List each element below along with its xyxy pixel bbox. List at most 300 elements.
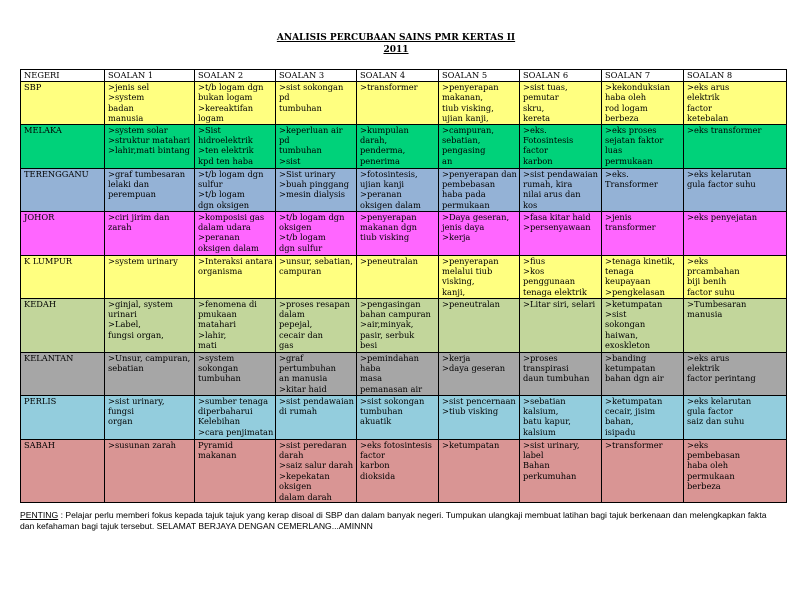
topic-cell: [195, 255, 276, 298]
topic-cell: [520, 124, 602, 168]
topic-line: nilai arus dan: [523, 189, 581, 200]
topic-cell: [520, 82, 602, 125]
topic-line: >eks.: [523, 124, 547, 135]
topic-line: factor: [523, 145, 548, 156]
topic-cell: [195, 82, 276, 125]
topic-line: tiub visking: [360, 232, 410, 243]
topic-line: bukan logam: [198, 92, 253, 103]
topic-line: >kekonduksian: [605, 82, 671, 92]
topic-line: Bahan: [523, 460, 550, 471]
topic-cell: [684, 211, 787, 255]
topic-cell: [105, 352, 195, 395]
topic-line: >eks kelarutan: [687, 395, 752, 406]
state-cell: PERLIS: [21, 395, 105, 439]
topic-cell: [105, 124, 195, 168]
topic-line: kpd ten haba: [198, 155, 254, 166]
topic-line: oksigen: [279, 481, 312, 492]
topic-line: >sist: [605, 309, 627, 320]
column-header: SOALAN 2: [195, 70, 276, 82]
topic-line: >sist pendawaian: [279, 395, 354, 406]
topic-line: manusia: [108, 113, 144, 124]
topic-line: prcambahan: [687, 266, 740, 277]
topic-cell: [602, 255, 684, 298]
topic-line: >transformer: [360, 82, 418, 92]
topic-line: sebatian: [108, 363, 144, 374]
topic-line: sejatan faktor: [605, 135, 664, 146]
topic-cell: [602, 168, 684, 211]
topic-line: >campuran,: [442, 124, 494, 135]
topic-line: >kerja: [442, 352, 471, 363]
topic-line: >eks transformer: [687, 124, 762, 135]
topic-cell: [276, 439, 357, 502]
topic-line: >sist peredaran: [279, 439, 347, 450]
topic-line: makanan,: [442, 92, 484, 103]
topic-line: skru,: [523, 102, 545, 113]
topic-line: tenaga elektrik: [523, 286, 587, 297]
topic-line: rod logam: [605, 102, 648, 113]
topic-line: berbeza: [605, 113, 639, 124]
topic-cell: [357, 395, 439, 439]
topic-cell: [602, 395, 684, 439]
topic-line: >eks fotosintesis: [360, 439, 432, 450]
table-body: [21, 82, 787, 503]
topic-cell: [439, 352, 520, 395]
topic-line: Kelebihan: [198, 416, 241, 427]
topic-line: >sist sokongan: [279, 82, 344, 92]
table-row: [21, 168, 787, 211]
topic-line: >Unsur, campuran,: [108, 352, 191, 363]
state-cell: JOHOR: [21, 211, 105, 255]
topic-line: haba oleh: [687, 460, 729, 471]
topic-line: >fius: [523, 255, 546, 266]
topic-line: oksigen dalam: [198, 242, 259, 253]
page-title: ANALISIS PERCUBAAN SAINS PMR KERTAS II: [276, 33, 516, 43]
topic-line: >proses: [523, 352, 558, 363]
topic-line: tenaga: [605, 266, 634, 277]
topic-line: permukaan: [687, 470, 735, 481]
topic-line: >kitar haid: [279, 383, 327, 394]
topic-line: perkumuhan: [523, 470, 577, 481]
topic-line: >Tumbesaran: [687, 298, 747, 309]
topic-line: >system: [198, 352, 235, 363]
topic-line: akuatik: [360, 416, 392, 427]
topic-line: diperbaharui: [198, 406, 253, 417]
table-row: [21, 124, 787, 168]
topic-line: batu kapur,: [523, 416, 571, 427]
table-row: [21, 82, 787, 125]
topic-line: >sist: [279, 155, 301, 166]
topic-line: >susunan zarah: [108, 439, 176, 450]
topic-line: pemutar: [523, 92, 559, 103]
topic-line: fungsi organ,: [108, 329, 164, 340]
topic-line: >kumpulan: [360, 124, 409, 135]
topic-line: >persenyawaan: [523, 222, 591, 233]
topic-line: >Litar siri, selari: [523, 298, 596, 309]
topic-line: >sebatian: [523, 395, 566, 406]
state-cell: SBP: [21, 82, 105, 125]
topic-line: kalsium: [523, 426, 556, 437]
topic-line: kereta: [523, 113, 551, 124]
topic-cell: [195, 168, 276, 211]
topic-cell: [276, 82, 357, 125]
topic-cell: [684, 168, 787, 211]
topic-cell: [105, 211, 195, 255]
topic-cell: [105, 168, 195, 211]
topic-line: >system solar: [108, 124, 168, 135]
column-header: SOALAN 4: [357, 70, 439, 82]
topic-line: >tenaga kinetik,: [605, 255, 675, 266]
topic-line: >kerja: [442, 232, 471, 243]
topic-cell: [520, 211, 602, 255]
topic-cell: [195, 298, 276, 352]
topic-cell: [602, 439, 684, 502]
topic-line: badan: [108, 102, 134, 113]
topic-line: rumah, kira: [523, 179, 573, 190]
topic-line: >eks: [687, 255, 709, 266]
topic-line: transformer: [605, 222, 656, 233]
topic-line: haba oleh: [605, 92, 647, 103]
header-row: [21, 70, 787, 82]
topic-line: permukaan: [605, 155, 653, 166]
topic-line: gula factor: [687, 406, 733, 417]
table-row: [21, 439, 787, 502]
topic-cell: [439, 168, 520, 211]
column-header: SOALAN 5: [439, 70, 520, 82]
topic-cell: [357, 298, 439, 352]
topic-line: >penyerapan: [442, 82, 499, 92]
topic-line: >transformer: [605, 439, 663, 450]
topic-line: >ten elektrik: [198, 145, 254, 156]
topic-cell: [684, 395, 787, 439]
topic-line: >sist sokongan: [360, 395, 425, 406]
topic-line: >ciri jirim dan: [108, 211, 170, 222]
topic-line: >eks: [687, 439, 709, 450]
topic-line: >saiz salur darah: [279, 460, 354, 471]
topic-cell: [195, 352, 276, 395]
topic-cell: [684, 124, 787, 168]
topic-line: tumbuhan: [198, 373, 241, 384]
topic-cell: [105, 82, 195, 125]
topic-line: >buah pinggang: [279, 179, 350, 190]
topic-cell: [439, 82, 520, 125]
table-row: [21, 255, 787, 298]
note-text: : Pelajar perlu memberi fokus kepada tajuk tajuk yang kerap disoal di SBP dan dalam banyak negeri. Tumpukan ulangkaji membuat latihan bagi tajuk berkenaan dan melengkapkan fakta dan kefahaman bagi tajuk tersebut. SELAMAT BERJAYA DENGAN CEMERLANG...AMINNN: [20, 510, 767, 531]
topic-cell: [195, 124, 276, 168]
topic-line: oksigen dalam: [360, 199, 421, 210]
topic-line: ketebalan: [687, 113, 729, 124]
topic-cell: [276, 255, 357, 298]
topic-line: matahari: [198, 319, 237, 330]
topic-line: >Label,: [108, 319, 141, 330]
topic-line: >unsur, sebatian,: [279, 255, 353, 266]
topic-line: tumbuhan: [279, 102, 322, 113]
topic-line: pmukaan: [198, 309, 237, 320]
topic-line: pembebasan: [687, 450, 741, 461]
topic-cell: [105, 395, 195, 439]
topic-line: >pengasingan: [360, 298, 421, 309]
topic-line: >banding: [605, 352, 647, 363]
topic-line: sokongan: [605, 319, 646, 330]
topic-line: makanan dgn: [360, 222, 418, 233]
topic-line: >Sist: [198, 124, 221, 135]
topic-line: >sumber tenaga: [198, 395, 269, 406]
topic-line: pd: [279, 92, 290, 103]
topic-line: >sist pendawaian: [523, 168, 598, 179]
topic-cell: [520, 439, 602, 502]
topic-cell: [105, 439, 195, 502]
topic-cell: [357, 439, 439, 502]
topic-line: daun tumbuhan: [523, 373, 590, 384]
topic-line: >kos: [523, 266, 545, 277]
topic-cell: [684, 255, 787, 298]
topic-line: >Interaksi antara: [198, 255, 273, 266]
topic-line: masa: [360, 373, 383, 384]
topic-line: haiwan,: [605, 329, 638, 340]
topic-line: >fasa kitar haid: [523, 211, 591, 222]
topic-line: darah,: [360, 135, 388, 146]
topic-cell: [439, 298, 520, 352]
topic-line: >fenomena di: [198, 298, 257, 309]
topic-line: pemanasan air: [360, 383, 423, 394]
topic-line: >penyerapan: [442, 255, 499, 266]
topic-line: organisma: [198, 266, 243, 277]
column-header: SOALAN 6: [520, 70, 602, 82]
topic-cell: [439, 255, 520, 298]
topic-cell: [520, 298, 602, 352]
topic-line: >daya geseran: [442, 363, 506, 374]
topic-cell: [357, 211, 439, 255]
state-cell: TERENGGANU: [21, 168, 105, 211]
topic-line: sebatian,: [442, 135, 481, 146]
topic-line: >peranan: [360, 189, 402, 200]
topic-line: pepejal,: [279, 319, 313, 330]
topic-cell: [439, 439, 520, 502]
topic-line: exoskleton: [605, 340, 651, 351]
topic-line: >jenis sel: [108, 82, 150, 92]
table-row: [21, 395, 787, 439]
topic-line: manusia: [687, 309, 723, 320]
topic-line: factor suhu: [687, 286, 735, 297]
topic-line: >ketumpatan: [605, 395, 663, 406]
topic-line: sokongan: [198, 363, 239, 374]
topic-cell: [439, 211, 520, 255]
topic-line: >penyerapan: [360, 211, 417, 222]
topic-line: elektrik: [687, 92, 720, 103]
topic-line: isipadu: [605, 426, 636, 437]
topic-cell: [520, 395, 602, 439]
topic-cell: [276, 211, 357, 255]
topic-line: >komposisi gas: [198, 211, 265, 222]
topic-line: factor: [687, 102, 712, 113]
topic-line: keupayaan: [605, 276, 651, 287]
topic-cell: [276, 298, 357, 352]
topic-cell: [602, 298, 684, 352]
topic-line: cecair dan: [279, 329, 324, 340]
topic-line: Pyramid: [198, 439, 234, 450]
topic-cell: [602, 124, 684, 168]
topic-line: >peranan: [198, 232, 240, 243]
column-header: NEGERI: [21, 70, 105, 82]
topic-line: >t/b logam dgn: [198, 82, 264, 92]
topic-line: hidroelektrik: [198, 135, 253, 146]
topic-line: >tiub visking: [442, 406, 499, 417]
topic-line: >air,minyak,: [360, 319, 414, 330]
topic-line: melalui tiub: [442, 266, 493, 277]
topic-line: ketumpatan: [605, 363, 656, 374]
topic-cell: [195, 439, 276, 502]
topic-cell: [520, 255, 602, 298]
topic-line: factor: [360, 450, 385, 461]
topic-line: permukaan: [442, 199, 490, 210]
topic-line: >ginjal, system: [108, 298, 174, 309]
column-header: SOALAN 1: [105, 70, 195, 82]
topic-line: tumbuhan: [360, 406, 403, 417]
topic-line: mati: [198, 340, 217, 351]
topic-line: pertumbuhan: [279, 363, 337, 374]
topic-cell: [195, 395, 276, 439]
topic-line: >sist urinary,: [523, 439, 580, 450]
topic-cell: [276, 124, 357, 168]
state-cell: K LUMPUR: [21, 255, 105, 298]
topic-line: pembebasan: [442, 179, 496, 190]
topic-line: ujian kanji: [360, 179, 405, 190]
topic-cell: [357, 124, 439, 168]
topic-line: logam: [198, 113, 224, 124]
topic-line: >mesin dialysis: [279, 189, 346, 200]
topic-line: >graf: [279, 352, 304, 363]
topic-line: dgn oksigen: [198, 199, 250, 210]
topic-line: >peneutralan: [360, 255, 418, 266]
topic-line: karbon: [523, 155, 553, 166]
topic-line: perempuan: [108, 189, 156, 200]
topic-line: pengasing: [442, 145, 486, 156]
topic-line: visking,: [442, 276, 475, 287]
topic-line: di rumah: [279, 406, 318, 417]
topic-line: >eks arus: [687, 82, 730, 92]
topic-line: berbeza: [687, 481, 721, 492]
topic-line: dalam darah: [279, 491, 332, 502]
topic-line: >sist tuas,: [523, 82, 568, 92]
topic-line: tiub visking,: [442, 102, 494, 113]
topic-cell: [105, 255, 195, 298]
table-row: [21, 352, 787, 395]
topic-line: >t/b logam: [198, 189, 245, 200]
topic-line: >system: [108, 92, 145, 103]
topic-line: >Sist urinary: [279, 168, 336, 179]
topic-cell: [195, 211, 276, 255]
topic-line: >kepekatan: [279, 470, 330, 481]
topic-line: zarah: [108, 222, 132, 233]
topic-line: an: [442, 155, 453, 166]
topic-line: factor perintang: [687, 373, 756, 384]
topic-line: >pengkelasan: [605, 286, 665, 297]
topic-line: ujian kanji,: [442, 113, 489, 124]
state-cell: KELANTAN: [21, 352, 105, 395]
topic-line: dioksida: [360, 470, 396, 481]
topic-line: haba pada: [442, 189, 486, 200]
column-header: SOALAN 8: [684, 70, 787, 82]
topic-line: >struktur matahari: [108, 135, 191, 146]
topic-line: >Daya geseran,: [442, 211, 510, 222]
topic-line: >lahir,mati bintang: [108, 145, 190, 156]
topic-line: Fotosintesis: [523, 135, 574, 146]
topic-line: >ketumpatan: [605, 298, 663, 309]
topic-line: gas: [279, 340, 294, 351]
topic-line: >ketumpatan: [442, 439, 500, 450]
topic-cell: [276, 395, 357, 439]
topic-line: >sist urinary,: [108, 395, 165, 406]
topic-cell: [439, 124, 520, 168]
topic-cell: [684, 439, 787, 502]
topic-line: >eks proses: [605, 124, 657, 135]
topic-cell: [684, 298, 787, 352]
table-row: [21, 298, 787, 352]
topic-line: >graf tumbesaran: [108, 168, 186, 179]
topic-line: dalam udara: [198, 222, 251, 233]
table-row: [21, 211, 787, 255]
topic-cell: [602, 352, 684, 395]
topic-cell: [276, 352, 357, 395]
footnote: [20, 510, 780, 532]
topic-line: pasir, serbuk: [360, 329, 415, 340]
topic-line: organ: [108, 416, 133, 427]
topic-line: urinari: [108, 309, 137, 320]
topic-line: >t/b logam: [279, 232, 326, 243]
topic-line: penerima: [360, 155, 400, 166]
topic-line: lelaki dan: [108, 179, 150, 190]
topic-cell: [602, 82, 684, 125]
topic-line: haba: [360, 363, 381, 374]
note-lead: PENTING: [20, 510, 59, 520]
page-subtitle-year: 2011: [383, 45, 409, 55]
topic-line: kalsium,: [523, 406, 559, 417]
topic-line: luas: [605, 145, 623, 156]
topic-cell: [357, 168, 439, 211]
topic-line: kos: [523, 199, 538, 210]
topic-line: sulfur: [198, 179, 223, 190]
column-header: SOALAN 7: [602, 70, 684, 82]
topic-line: fungsi: [108, 406, 134, 417]
state-cell: KEDAH: [21, 298, 105, 352]
topic-line: elektrik: [687, 363, 720, 374]
topic-line: >peneutralan: [442, 298, 500, 309]
topic-line: >kereaktifan: [198, 102, 254, 113]
topic-line: >fotosintesis,: [360, 168, 418, 179]
topic-line: >eks arus: [687, 352, 730, 363]
topic-line: tumbuhan: [279, 145, 322, 156]
topic-cell: [357, 352, 439, 395]
topic-cell: [357, 255, 439, 298]
topic-line: label: [523, 450, 544, 461]
state-cell: SABAH: [21, 439, 105, 502]
topic-cell: [684, 352, 787, 395]
topic-line: >t/b logam dgn: [198, 168, 264, 179]
topic-line: transpirasi: [523, 363, 569, 374]
topic-line: jenis daya: [442, 222, 485, 233]
topic-line: >t/b logam dgn: [279, 211, 345, 222]
topic-line: >pemindahan: [360, 352, 419, 363]
topic-line: bahan dgn air: [605, 373, 664, 384]
topic-line: makanan: [198, 450, 237, 461]
topic-line: penggunaan: [523, 276, 576, 287]
topic-line: penderma,: [360, 145, 406, 156]
topic-line: campuran: [279, 266, 322, 277]
topic-cell: [439, 395, 520, 439]
topic-cell: [684, 82, 787, 125]
topic-cell: [520, 352, 602, 395]
topic-line: >jenis: [605, 211, 632, 222]
analysis-table: [20, 69, 787, 503]
